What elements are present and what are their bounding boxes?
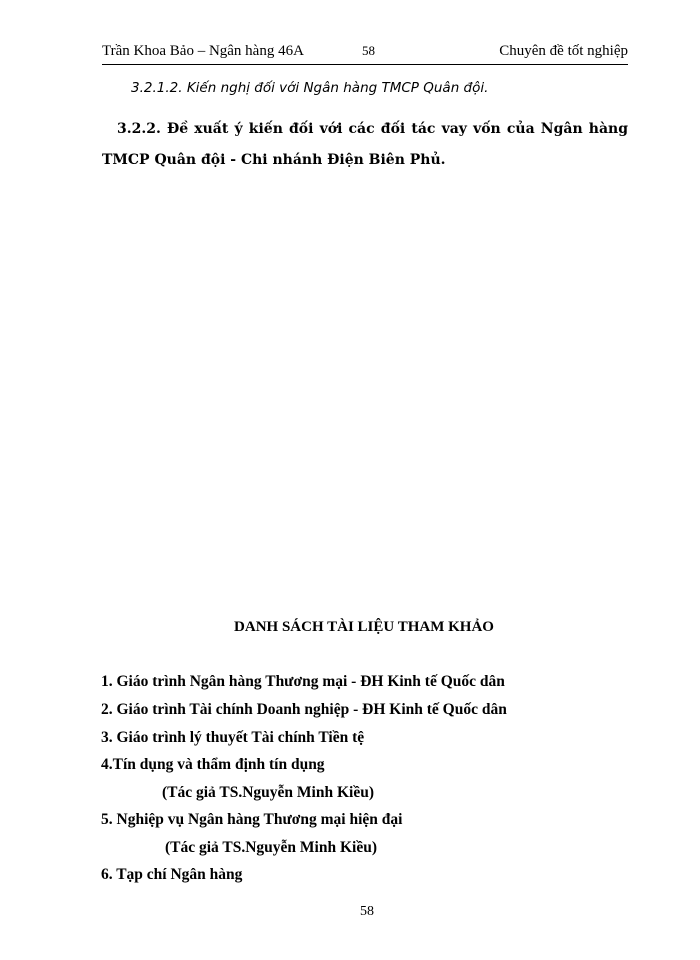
reference-item-4: 4.Tín dụng và thẩm định tín dụng	[101, 756, 325, 773]
reference-item-3: 3. Giáo trình lý thuyết Tài chính Tiền tệ	[101, 729, 365, 746]
footer-page-number: 58	[360, 904, 374, 919]
reference-item-5: 5. Nghiệp vụ Ngân hàng Thương mại hiện đại	[101, 811, 403, 828]
header-course: Chuyên đề tốt nghiệp	[499, 43, 628, 59]
subsection-heading: 3.2.1.2. Kiến nghị đối với Ngân hàng TMCP Quân đội.	[131, 80, 489, 96]
reference-item-1: 1. Giáo trình Ngân hàng Thương mại - ĐH Kinh tế Quốc dân	[101, 673, 505, 690]
header-page-number: 58	[362, 43, 375, 58]
page-footer	[0, 904, 700, 920]
section-heading: 3.2.2. Đề xuất ý kiến đối với các đối tác vay vốn của Ngân hàng TMCP Quân đội - Chi nhánh Điện Biên Phủ.	[102, 121, 628, 168]
references-title: DANH SÁCH TÀI LIỆU THAM KHẢO	[234, 619, 494, 635]
reference-item-6: 6. Tạp chí Ngân hàng	[101, 866, 243, 883]
reference-item-2: 2. Giáo trình Tài chính Doanh nghiệp - ĐH Kinh tế Quốc dân	[101, 701, 507, 718]
reference-author-5: (Tác giả TS.Nguyễn Minh Kiều)	[165, 839, 378, 856]
reference-author-4: (Tác giả TS.Nguyễn Minh Kiều)	[162, 784, 375, 801]
header-author: Trần Khoa Bảo – Ngân hàng 46A	[102, 43, 304, 59]
page-header	[102, 40, 628, 65]
